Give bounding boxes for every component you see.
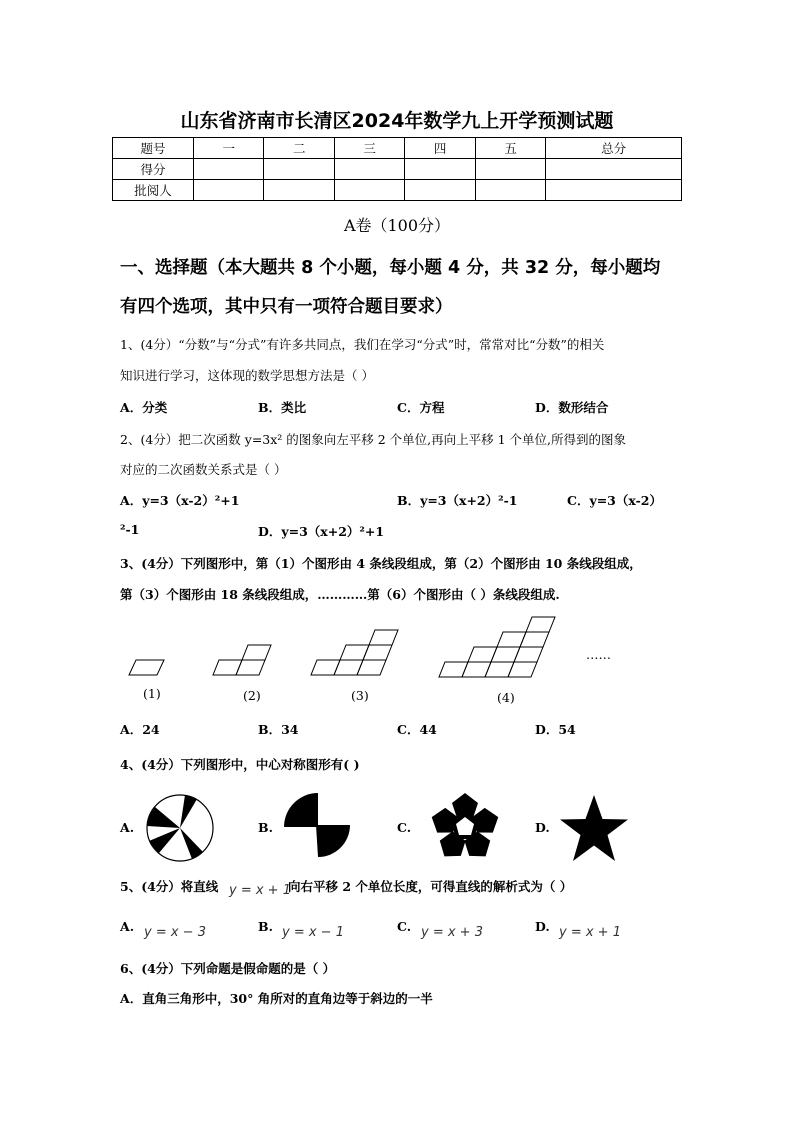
- score-input-cell[interactable]: [475, 159, 545, 180]
- q3-stem-line2: 第（3）个图形由 18 条线段组成，…………第（6）个图形由（ ）条线段组成.: [120, 587, 560, 602]
- star-icon[interactable]: [558, 794, 630, 864]
- table-cell: 四: [405, 138, 475, 159]
- q5-option-b-math[interactable]: y = x − 1: [282, 925, 344, 940]
- q5-option-d-label[interactable]: D.: [535, 919, 550, 934]
- q3-figure-label: (4): [497, 690, 515, 705]
- q4-option-c-label[interactable]: C.: [397, 820, 412, 835]
- q5-option-b-label[interactable]: B.: [258, 919, 273, 934]
- score-input-cell[interactable]: [264, 159, 334, 180]
- pinwheel-icon[interactable]: [282, 791, 354, 863]
- q5-stem-math: y = x + 1: [229, 883, 291, 898]
- table-cell: 总分: [546, 138, 682, 159]
- q4-option-a-label[interactable]: A.: [120, 820, 135, 835]
- q3-figure-label: (2): [243, 688, 261, 703]
- q1-stem-line1: 1、(4分）“分数”与“分式”有许多共同点，我们在学习“分式”时，常常对比“分数”的相关: [120, 337, 605, 352]
- table-cell: 二: [264, 138, 334, 159]
- q1-option-a[interactable]: A．分类: [120, 400, 168, 415]
- parallelogram-group-3: [311, 630, 398, 675]
- q6-stem: 6、(4分）下列命题是假命题的是（ ）: [120, 961, 336, 976]
- q3-option-a[interactable]: A．24: [120, 722, 160, 737]
- q1-option-d[interactable]: D．数形结合: [535, 400, 609, 415]
- section-a-heading: A卷（100分）: [343, 216, 451, 235]
- score-input-cell[interactable]: [546, 159, 682, 180]
- q4-option-b-label[interactable]: B.: [258, 820, 273, 835]
- score-input-cell[interactable]: [334, 159, 404, 180]
- table-cell: 一: [194, 138, 264, 159]
- q2-option-c[interactable]: C．y=3（x-2）: [567, 493, 663, 508]
- q4-stem: 4、(4分）下列图形中，中心对称图形有( ): [120, 757, 360, 772]
- grader-input-cell[interactable]: [475, 180, 545, 201]
- table-cell: 得分: [113, 159, 194, 180]
- pie-circle-icon[interactable]: [145, 793, 215, 863]
- part1-heading-line1: 一、选择题（本大题共 8 个小题，每小题 4 分，共 32 分，每小题均: [120, 258, 661, 278]
- q3-figure-sequence: [120, 612, 620, 712]
- q5-option-a-math[interactable]: y = x − 3: [144, 925, 206, 940]
- q5-stem-suffix: 向右平移 2 个单位长度，可得直线的解析式为（ ）: [288, 879, 573, 894]
- q2-stem-line1: 2、(4分）把二次函数 y=3x² 的图象向左平移 2 个单位,再向上平移 1 个单位,所得到的图象: [120, 432, 627, 447]
- grader-input-cell[interactable]: [194, 180, 264, 201]
- q3-stem-line1: 3、(4分）下列图形中，第（1）个图形由 4 条线段组成，第（2）个图形由 10 条线段组成，: [120, 556, 642, 571]
- q3-option-b[interactable]: B．34: [258, 722, 299, 737]
- q5-option-c-label[interactable]: C.: [397, 919, 412, 934]
- q2-option-d[interactable]: D．y=3（x+2）²+1: [258, 524, 385, 539]
- q3-figure-label: (3): [351, 688, 369, 703]
- parallelogram-group-4: [439, 617, 555, 677]
- grader-input-cell[interactable]: [546, 180, 682, 201]
- q4-option-d-label[interactable]: D.: [535, 820, 550, 835]
- q6-option-a[interactable]: A．直角三角形中，30° 角所对的直角边等于斜边的一半: [120, 991, 433, 1006]
- grader-input-cell[interactable]: [264, 180, 334, 201]
- part1-heading-line2: 有四个选项，其中只有一项符合题目要求）: [120, 297, 453, 317]
- q5-stem-prefix: 5、(4分）将直线: [120, 879, 219, 894]
- q2-option-a[interactable]: A．y=3（x-2）²+1: [120, 493, 240, 508]
- q2-stem-line2: 对应的二次函数关系式是（ ）: [120, 462, 287, 477]
- q2-option-b[interactable]: B．y=3（x+2）²-1: [397, 493, 518, 508]
- q5-option-d-math[interactable]: y = x + 1: [559, 925, 621, 940]
- q5-option-a-label[interactable]: A.: [120, 919, 135, 934]
- q3-ellipsis: ……: [586, 647, 611, 662]
- q1-option-c[interactable]: C．方程: [397, 400, 445, 415]
- parallelogram-group-2: [213, 645, 271, 675]
- score-input-cell[interactable]: [405, 159, 475, 180]
- grader-input-cell[interactable]: [334, 180, 404, 201]
- score-table-row: [113, 180, 682, 201]
- table-cell: 三: [334, 138, 404, 159]
- q1-option-b[interactable]: B．类比: [258, 400, 307, 415]
- q3-option-c[interactable]: C．44: [397, 722, 437, 737]
- score-input-cell[interactable]: [194, 159, 264, 180]
- page-title: 山东省济南市长清区2024年数学九上开学预测试题: [180, 110, 614, 132]
- q1-stem-line2: 知识进行学习，这体现的数学思想方法是（ ）: [120, 368, 374, 383]
- score-table-header-row: [113, 138, 682, 159]
- score-table: [112, 137, 682, 201]
- grader-input-cell[interactable]: [405, 180, 475, 201]
- q2-option-c-cont[interactable]: ²-1: [120, 522, 140, 537]
- parallelogram-shape: [129, 660, 164, 675]
- score-table-row: [113, 159, 682, 180]
- q3-option-d[interactable]: D．54: [535, 722, 576, 737]
- table-cell: 五: [475, 138, 545, 159]
- table-cell: 批阅人: [113, 180, 194, 201]
- q5-option-c-math[interactable]: y = x + 3: [421, 925, 483, 940]
- q3-figure-label: (1): [143, 686, 161, 701]
- pentagon-ring-icon[interactable]: [430, 791, 500, 861]
- table-cell: 题号: [113, 138, 194, 159]
